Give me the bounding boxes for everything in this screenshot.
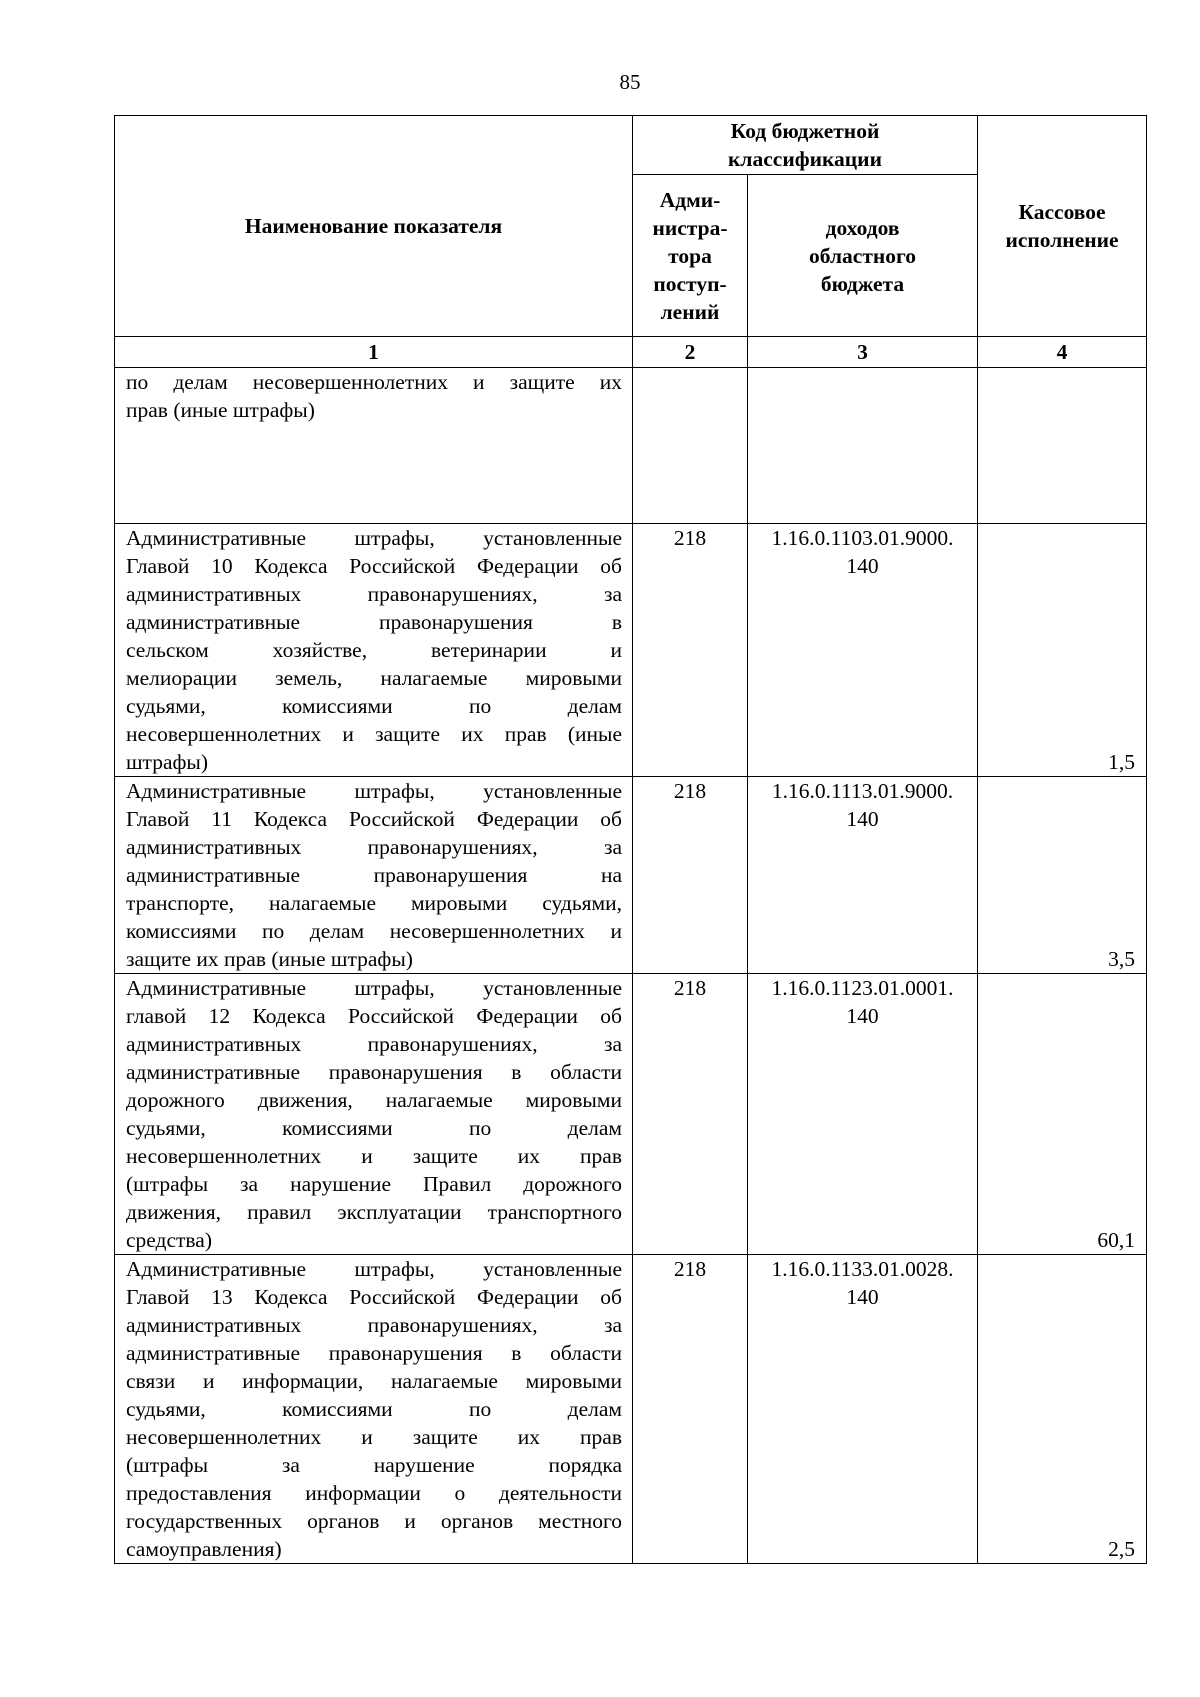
income-code-cell: [748, 1255, 978, 1564]
indicator-name-line: по делам несовершеннолетних и защите их: [126, 370, 622, 394]
table-row: [115, 777, 1147, 974]
income-code-cell: [748, 524, 978, 777]
indicator-name-line: административные правонарушения на: [126, 863, 622, 887]
header-admin-line: тора: [668, 243, 712, 268]
admin-code-cell: 218: [633, 974, 748, 1255]
table-row: [115, 974, 1147, 1255]
admin-code-cell: 218: [633, 524, 748, 777]
indicator-name-line: связи и информации, налагаемые мировыми: [126, 1369, 622, 1393]
income-code-line: 140: [846, 807, 879, 831]
header-indicator-name: Наименование показателя: [115, 116, 633, 337]
indicator-name-line: несовершеннолетних и защите их прав: [126, 1144, 622, 1168]
admin-code-cell: 218: [633, 1255, 748, 1564]
indicator-name-line: Главой 11 Кодекса Российской Федерации об: [126, 807, 622, 831]
indicator-name-line: административные правонарушения в области: [126, 1060, 622, 1084]
indicator-name-line: самоуправления): [126, 1537, 282, 1561]
header-admin-line: поступ-: [653, 271, 727, 296]
indicator-name-line: Административные штрафы, установленные: [126, 779, 622, 803]
header-income-line: доходов: [825, 215, 900, 240]
admin-code-cell: [633, 368, 748, 524]
income-code-line: 1.16.0.1133.01.0028.: [771, 1257, 954, 1281]
income-code-line: 140: [846, 1285, 879, 1309]
header-admin: [633, 175, 748, 337]
income-code-cell: [748, 974, 978, 1255]
cash-execution-cell: 2,5: [978, 1255, 1147, 1564]
table-body: [115, 368, 1147, 1564]
indicator-name-cell: [115, 974, 633, 1255]
indicator-name-line: штрафы): [126, 750, 209, 774]
income-code-cell: [748, 777, 978, 974]
indicator-name-line: Главой 10 Кодекса Российской Федерации об: [126, 554, 622, 578]
indicator-name-cell: [115, 368, 633, 524]
indicator-name-line: государственных органов и органов местного: [126, 1509, 622, 1533]
indicator-name-line: Административные штрафы, установленные: [126, 976, 622, 1000]
indicator-name-line: административные правонарушения в: [126, 610, 622, 634]
header-income-line: областного: [809, 243, 916, 268]
indicator-name-cell: [115, 777, 633, 974]
indicator-name-line: транспорте, налагаемые мировыми судьями,: [126, 891, 622, 915]
indicator-name-line: защите их прав (иные штрафы): [126, 947, 413, 971]
table-row: [115, 524, 1147, 777]
table-row: [115, 1255, 1147, 1564]
table-row: [115, 368, 1147, 524]
indicator-name-cell: [115, 524, 633, 777]
income-code-line: 140: [846, 1004, 879, 1028]
indicator-name-line: движения, правил эксплуатации транспортного: [126, 1200, 622, 1224]
header-execution-line: исполнение: [1005, 228, 1119, 252]
indicator-name-line: (штрафы за нарушение порядка: [126, 1453, 622, 1477]
header-code-group-line: классификации: [728, 147, 882, 171]
indicator-name-cell: [115, 1255, 633, 1564]
indicator-name-line: (штрафы за нарушение Правил дорожного: [126, 1172, 622, 1196]
indicator-name-line: предоставления информации о деятельности: [126, 1481, 622, 1505]
income-code-cell: [748, 368, 978, 524]
header-code-group-line: Код бюджетной: [730, 119, 880, 143]
header-execution-line: Кассовое: [1018, 200, 1106, 224]
column-number: 1: [115, 337, 633, 368]
budget-revenue-table: [114, 115, 1147, 1564]
column-number: 3: [748, 337, 978, 368]
cash-execution-cell: 3,5: [978, 777, 1147, 974]
header-cash-execution: [978, 116, 1147, 337]
cash-execution-cell: 60,1: [978, 974, 1147, 1255]
admin-code-cell: 218: [633, 777, 748, 974]
indicator-name-line: несовершеннолетних и защите их прав: [126, 1425, 622, 1449]
header-admin-line: лений: [660, 299, 720, 324]
page-number: 85: [619, 70, 641, 94]
header-code-group: [633, 116, 978, 175]
indicator-name-line: судьями, комиссиями по делам: [126, 1397, 622, 1421]
header-income: [748, 175, 978, 337]
indicator-name-line: средства): [126, 1228, 212, 1252]
column-number: 4: [978, 337, 1147, 368]
income-code-line: 1.16.0.1123.01.0001.: [771, 976, 954, 1000]
indicator-name-line: административных правонарушениях, за: [126, 582, 622, 606]
income-code-line: 1.16.0.1113.01.9000.: [771, 779, 954, 803]
header-admin-line: нистра-: [652, 215, 728, 240]
indicator-name-line: административные правонарушения в области: [126, 1341, 622, 1365]
income-code-line: 1.16.0.1103.01.9000.: [771, 526, 954, 550]
indicator-name-line: несовершеннолетних и защите их прав (иные: [126, 722, 622, 746]
indicator-name-line: прав (иные штрафы): [126, 398, 315, 422]
indicator-name-line: судьями, комиссиями по делам: [126, 1116, 622, 1140]
cash-execution-cell: [978, 368, 1147, 524]
indicator-name-line: административных правонарушениях, за: [126, 1032, 622, 1056]
indicator-name-line: судьями, комиссиями по делам: [126, 694, 622, 718]
indicator-name-line: сельском хозяйстве, ветеринарии и: [126, 638, 622, 662]
indicator-name-line: административных правонарушениях, за: [126, 1313, 622, 1337]
indicator-name-line: мелиорации земель, налагаемые мировыми: [126, 666, 622, 690]
indicator-name-line: Административные штрафы, установленные: [126, 1257, 622, 1281]
cash-execution-cell: 1,5: [978, 524, 1147, 777]
income-code-line: 140: [846, 554, 879, 578]
indicator-name-line: комиссиями по делам несовершеннолетних и: [126, 919, 622, 943]
indicator-name-line: дорожного движения, налагаемые мировыми: [126, 1088, 622, 1112]
header-income-line: бюджета: [820, 271, 905, 296]
indicator-name-line: Главой 13 Кодекса Российской Федерации об: [126, 1285, 622, 1309]
indicator-name-line: главой 12 Кодекса Российской Федерации об: [126, 1004, 622, 1028]
indicator-name-line: Административные штрафы, установленные: [126, 526, 622, 550]
indicator-name-line: административных правонарушениях, за: [126, 835, 622, 859]
column-number: 2: [633, 337, 748, 368]
header-admin-line: Адми-: [659, 187, 721, 212]
